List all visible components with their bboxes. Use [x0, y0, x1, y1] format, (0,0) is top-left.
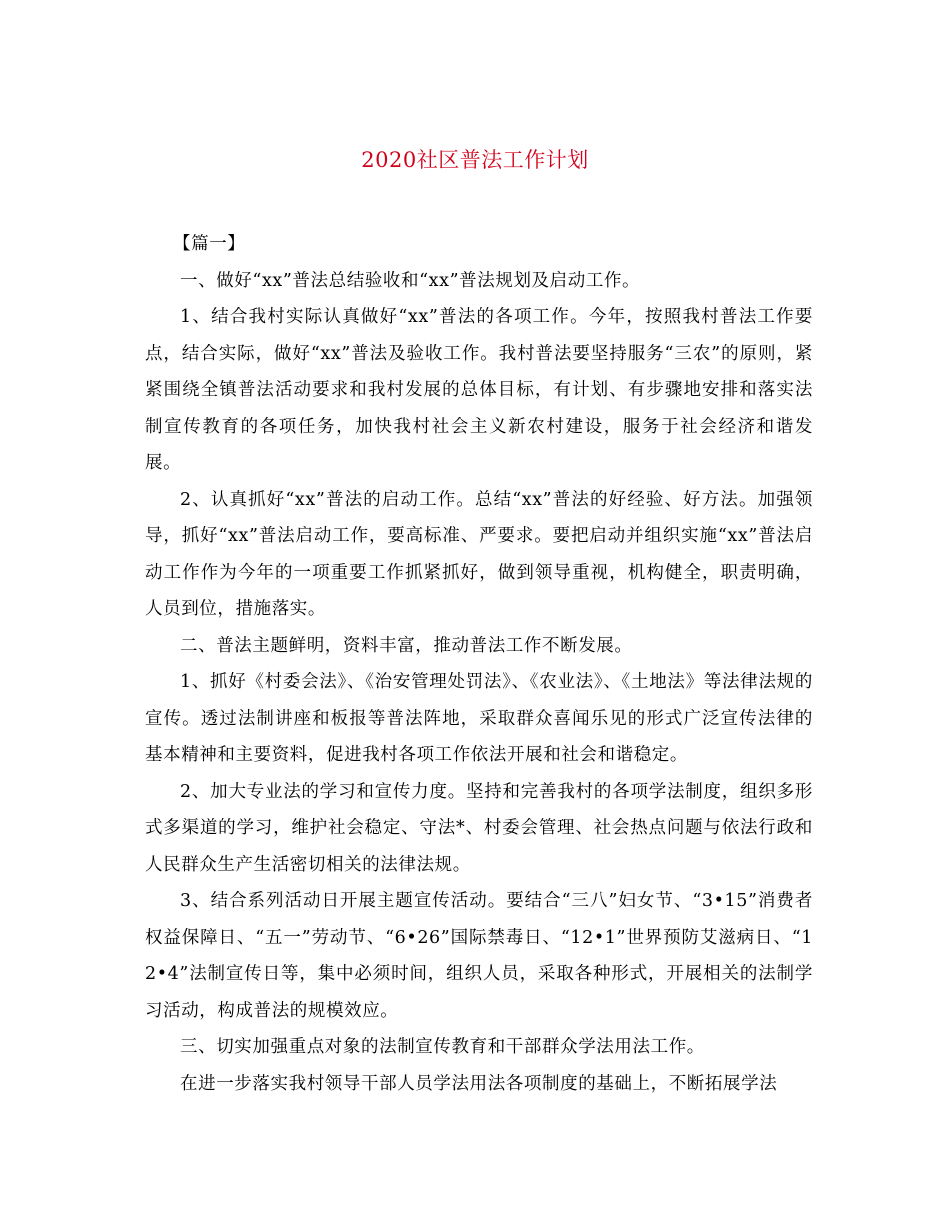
- heading-2: 二、普法主题鲜明，资料丰富，推动普法工作不断发展。: [180, 635, 633, 656]
- heading-1: 一、做好“xx”普法总结验收和“xx”普法规划及启动工作。: [180, 270, 641, 291]
- section-marker: 【篇一】: [173, 234, 246, 254]
- paragraph-2-3: 3、结合系列活动日开展主题宣传活动。要结合“三八”妇女节、“3•15”消费者权益保障日、“五一”劳动节、“6•26”国际禁毒日、“12•1”世界预防艾滋病日、“12•4”法制宣传日等，集中必须时间，组织人员，采取各种形式，开展相关的法制学习活动，构成普法的规模效应。: [145, 891, 813, 1021]
- paragraph-3-1: 在进一步落实我村领导干部人员学法用法各项制度的基础上，不断拓展学法: [180, 1073, 778, 1094]
- document-title: 2020社区普法工作计划: [361, 148, 589, 172]
- paragraph-1-2: 2、认真抓好“xx”普法的启动工作。总结“xx”普法的好经验、好方法。加强领导，抓好“xx”普法启动工作，要高标准、严要求。要把启动并组织实施“xx”普法启动工作作为今年的一项重要工作抓紧抓好，做到领导重视，机构健全，职责明确，人员到位，措施落实。: [145, 489, 813, 619]
- document-body: [145, 226, 813, 1102]
- paragraph-2-1: 1、抓好《村委会法》、《治安管理处罚法》、《农业法》、《土地法》等法律法规的宣传。透过法制讲座和板报等普法阵地，采取群众喜闻乐见的形式广泛宣传法律的基本精神和主要资料，促进我村各项工作依法开展和社会和谐稳定。: [145, 672, 813, 765]
- heading-3: 三、切实加强重点对象的法制宣传教育和干部群众学法用法工作。: [180, 1037, 705, 1057]
- paragraph-2-2: 2、加大专业法的学习和宣传力度。坚持和完善我村的各项学法制度，组织多形式多渠道的学习，维护社会稳定、守法*、村委会管理、社会热点问题与依法行政和人民群众生产生活密切相关的法律法规。: [145, 781, 813, 875]
- paragraph-1-1: 1、结合我村实际认真做好“xx”普法的各项工作。今年，按照我村普法工作要点，结合实际，做好“xx”普法及验收工作。我村普法要坚持服务“三农”的原则，紧紧围绕全镇普法活动要求和我村发展的总体目标，有计划、有步骤地安排和落实法制宣传教育的各项任务，加快我村社会主义新农村建设，服务于社会经济和谐发展。: [145, 307, 813, 473]
